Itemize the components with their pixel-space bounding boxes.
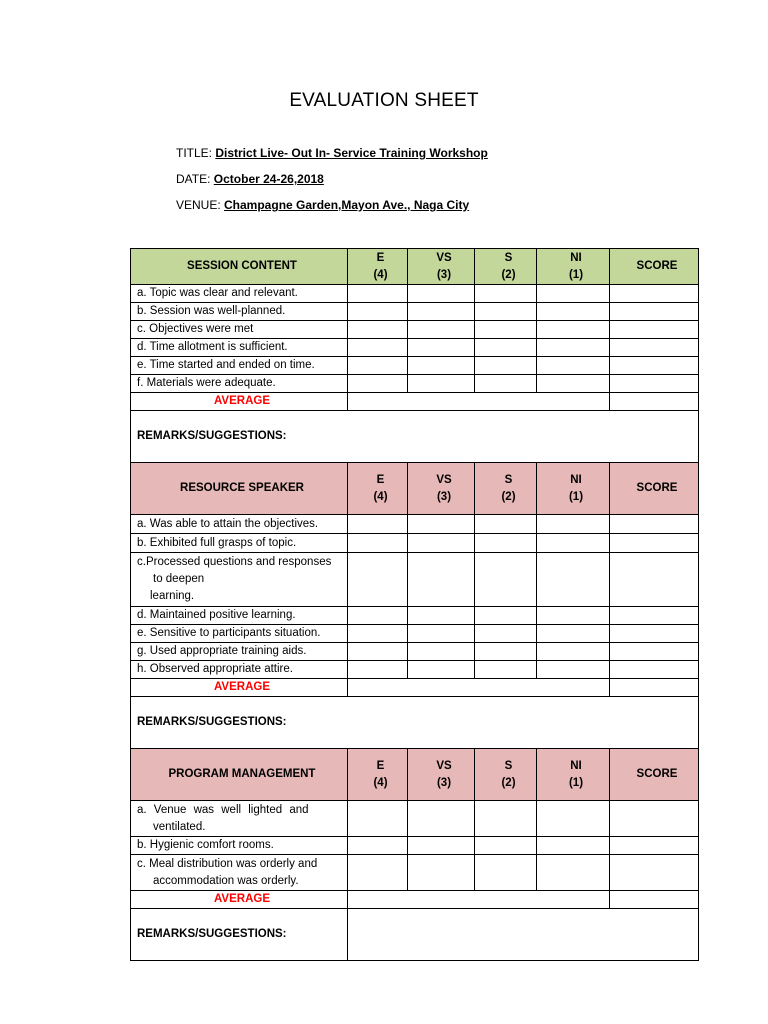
rating-cell[interactable] xyxy=(408,553,475,607)
rating-cell[interactable] xyxy=(348,855,408,891)
rating-cell[interactable] xyxy=(408,837,475,855)
rating-cell[interactable] xyxy=(348,837,408,855)
rating-cell[interactable] xyxy=(475,303,537,321)
rating-cell[interactable] xyxy=(348,357,408,375)
score-cell[interactable] xyxy=(610,285,699,303)
remarks-cell[interactable] xyxy=(131,411,699,463)
rating-cell[interactable] xyxy=(408,357,475,375)
rating-cell[interactable] xyxy=(475,321,537,339)
rating-header-vs: VS (3) xyxy=(408,463,475,515)
rating-cell[interactable] xyxy=(475,837,537,855)
table-row xyxy=(131,855,699,891)
rating-cell[interactable] xyxy=(537,801,610,837)
rating-cell[interactable] xyxy=(408,515,475,534)
rating-cell[interactable] xyxy=(408,339,475,357)
score-cell[interactable] xyxy=(610,643,699,661)
rating-cell[interactable] xyxy=(537,553,610,607)
criterion-label: e. Time started and ended on time. xyxy=(131,357,348,375)
remarks-row xyxy=(131,411,699,463)
remarks-row xyxy=(131,909,699,961)
speaker-heading: RESOURCE SPEAKER xyxy=(131,463,348,515)
rating-cell[interactable] xyxy=(408,285,475,303)
rating-cell[interactable] xyxy=(408,375,475,393)
rating-header-s: S (2) xyxy=(475,463,537,515)
average-row xyxy=(131,679,699,697)
rating-header-vs: VS (3) xyxy=(408,249,475,285)
remarks-cell[interactable] xyxy=(348,909,699,961)
rating-cell[interactable] xyxy=(537,607,610,625)
rating-cell[interactable] xyxy=(537,643,610,661)
table-row xyxy=(131,801,699,837)
rating-cell[interactable] xyxy=(537,321,610,339)
speaker-header-row xyxy=(131,463,699,515)
table-row xyxy=(131,661,699,679)
criterion-label: d. Time allotment is sufficient. xyxy=(131,339,348,357)
criterion-label: c.Processed questions and responses to deepen learning. xyxy=(131,553,348,607)
table-row xyxy=(131,643,699,661)
rating-header-e: E (4) xyxy=(348,463,408,515)
remarks-label-cell xyxy=(131,909,348,961)
table-row xyxy=(131,303,699,321)
score-cell[interactable] xyxy=(610,534,699,553)
rating-cell[interactable] xyxy=(348,534,408,553)
rating-cell[interactable] xyxy=(537,625,610,643)
average-score-cell[interactable] xyxy=(610,679,699,697)
rating-cell[interactable] xyxy=(348,625,408,643)
rating-cell[interactable] xyxy=(348,643,408,661)
rating-header-vs: VS (3) xyxy=(408,749,475,801)
rating-cell[interactable] xyxy=(475,339,537,357)
score-cell[interactable] xyxy=(610,339,699,357)
rating-cell[interactable] xyxy=(348,515,408,534)
remarks-label: REMARKS/SUGGESTIONS: xyxy=(137,716,287,728)
rating-cell[interactable] xyxy=(408,534,475,553)
program-header-row xyxy=(131,749,699,801)
rating-cell[interactable] xyxy=(408,643,475,661)
rating-header-ni: NI (1) xyxy=(537,749,610,801)
rating-cell[interactable] xyxy=(408,321,475,339)
program-heading: PROGRAM MANAGEMENT xyxy=(131,749,348,801)
rating-cell[interactable] xyxy=(537,661,610,679)
average-value-cell[interactable] xyxy=(348,891,610,909)
rating-cell[interactable] xyxy=(348,321,408,339)
table-row xyxy=(131,607,699,625)
rating-cell[interactable] xyxy=(537,375,610,393)
criterion-label: b. Exhibited full grasps of topic. xyxy=(131,534,348,553)
table-row xyxy=(131,321,699,339)
rating-cell[interactable] xyxy=(408,607,475,625)
venue-label: VENUE: xyxy=(176,198,225,212)
rating-cell[interactable] xyxy=(348,661,408,679)
criterion-label: e. Sensitive to participants situation. xyxy=(131,625,348,643)
score-cell[interactable] xyxy=(610,855,699,891)
rating-cell[interactable] xyxy=(475,643,537,661)
rating-header-ni: NI (1) xyxy=(537,463,610,515)
table-row xyxy=(131,534,699,553)
table-row xyxy=(131,553,699,607)
average-value-cell[interactable] xyxy=(348,393,610,411)
rating-cell[interactable] xyxy=(348,553,408,607)
evaluation-table xyxy=(130,248,699,961)
rating-cell[interactable] xyxy=(348,339,408,357)
average-label: AVERAGE xyxy=(131,891,348,909)
rating-header-e: E (4) xyxy=(348,249,408,285)
title-label: TITLE: xyxy=(176,146,216,160)
criterion-label: a. Was able to attain the objectives. xyxy=(131,515,348,534)
table-row xyxy=(131,837,699,855)
rating-cell[interactable] xyxy=(408,303,475,321)
venue-value: Champagne Garden,Mayon Ave., Naga City xyxy=(224,198,470,212)
venue-field xyxy=(176,198,469,212)
score-cell[interactable] xyxy=(610,607,699,625)
score-header: SCORE xyxy=(610,749,699,801)
rating-cell[interactable] xyxy=(537,534,610,553)
average-value-cell[interactable] xyxy=(348,679,610,697)
rating-header-s: S (2) xyxy=(475,249,537,285)
rating-cell[interactable] xyxy=(408,801,475,837)
remarks-row xyxy=(131,697,699,749)
criterion-label: g. Used appropriate training aids. xyxy=(131,643,348,661)
criterion-label: a. Venue was well lighted and ventilated. xyxy=(131,801,348,837)
score-cell[interactable] xyxy=(610,515,699,534)
title-value: District Live- Out In- Service Training Workshop xyxy=(215,146,488,160)
rating-cell[interactable] xyxy=(475,607,537,625)
rating-header-e: E (4) xyxy=(348,749,408,801)
rating-cell[interactable] xyxy=(475,357,537,375)
rating-cell[interactable] xyxy=(475,285,537,303)
average-label: AVERAGE xyxy=(131,679,348,697)
date-label: DATE: xyxy=(176,172,214,186)
score-cell[interactable] xyxy=(610,375,699,393)
score-cell[interactable] xyxy=(610,837,699,855)
rating-cell[interactable] xyxy=(537,855,610,891)
rating-header-ni: NI (1) xyxy=(537,249,610,285)
session-heading: SESSION CONTENT xyxy=(131,249,348,285)
rating-cell[interactable] xyxy=(475,661,537,679)
rating-header-s: S (2) xyxy=(475,749,537,801)
date-value: October 24-26,2018 xyxy=(213,172,324,186)
title-field xyxy=(176,146,488,160)
criterion-label: h. Observed appropriate attire. xyxy=(131,661,348,679)
rating-cell[interactable] xyxy=(348,303,408,321)
criterion-label: b. Hygienic comfort rooms. xyxy=(131,837,348,855)
remarks-label: REMARKS/SUGGESTIONS: xyxy=(137,430,287,442)
rating-cell[interactable] xyxy=(348,285,408,303)
criterion-label: b. Session was well-planned. xyxy=(131,303,348,321)
rating-cell[interactable] xyxy=(537,837,610,855)
criterion-label: c. Objectives were met xyxy=(131,321,348,339)
rating-cell[interactable] xyxy=(537,357,610,375)
table-row xyxy=(131,339,699,357)
rating-cell[interactable] xyxy=(475,553,537,607)
table-row xyxy=(131,285,699,303)
rating-cell[interactable] xyxy=(537,285,610,303)
rating-cell[interactable] xyxy=(537,303,610,321)
criterion-label: f. Materials were adequate. xyxy=(131,375,348,393)
score-cell[interactable] xyxy=(610,801,699,837)
average-label: AVERAGE xyxy=(131,393,348,411)
average-score-cell[interactable] xyxy=(610,891,699,909)
average-score-cell[interactable] xyxy=(610,393,699,411)
rating-cell[interactable] xyxy=(475,375,537,393)
rating-cell[interactable] xyxy=(348,375,408,393)
rating-cell[interactable] xyxy=(348,801,408,837)
rating-cell[interactable] xyxy=(408,855,475,891)
score-header: SCORE xyxy=(610,249,699,285)
remarks-label: REMARKS/SUGGESTIONS: xyxy=(137,928,287,940)
table-row xyxy=(131,357,699,375)
criterion-label: a. Topic was clear and relevant. xyxy=(131,285,348,303)
date-field xyxy=(176,172,324,186)
rating-cell[interactable] xyxy=(348,607,408,625)
rating-cell[interactable] xyxy=(475,801,537,837)
score-cell[interactable] xyxy=(610,661,699,679)
criterion-label: d. Maintained positive learning. xyxy=(131,607,348,625)
session-header-row xyxy=(131,249,699,285)
table-row xyxy=(131,515,699,534)
score-header: SCORE xyxy=(610,463,699,515)
remarks-cell[interactable] xyxy=(131,697,699,749)
rating-cell[interactable] xyxy=(537,339,610,357)
rating-cell[interactable] xyxy=(475,534,537,553)
page-title: EVALUATION SHEET xyxy=(289,90,479,111)
rating-cell[interactable] xyxy=(408,661,475,679)
rating-cell[interactable] xyxy=(408,625,475,643)
rating-cell[interactable] xyxy=(537,515,610,534)
score-cell[interactable] xyxy=(610,303,699,321)
score-cell[interactable] xyxy=(610,357,699,375)
criterion-label: c. Meal distribution was orderly and accommodation was orderly. xyxy=(131,855,348,891)
average-row xyxy=(131,393,699,411)
score-cell[interactable] xyxy=(610,553,699,607)
score-cell[interactable] xyxy=(610,321,699,339)
rating-cell[interactable] xyxy=(475,855,537,891)
rating-cell[interactable] xyxy=(475,625,537,643)
average-row xyxy=(131,891,699,909)
score-cell[interactable] xyxy=(610,625,699,643)
table-row xyxy=(131,375,699,393)
rating-cell[interactable] xyxy=(475,515,537,534)
table-row xyxy=(131,625,699,643)
